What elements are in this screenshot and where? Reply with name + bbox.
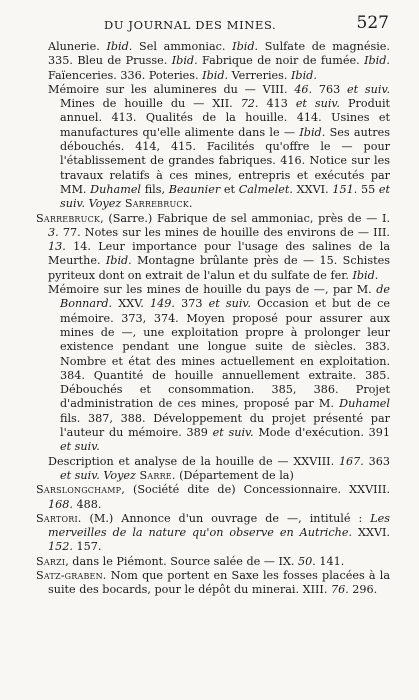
entry-italic-text: Ibid. — [291, 68, 317, 82]
entry-text: 763 — [312, 82, 348, 96]
index-entry — [36, 569, 390, 598]
page-header — [0, 13, 419, 37]
index-entry — [36, 283, 390, 455]
entry-text: Occasion et but de ce mémoire. 373, 374. Moyen proposé pour assurer aux mines de —, une exploitation propre à prolonger leur existence pendant une longue suite de siècles. 383. Nombre et état des mines actuellement en exploitation. 384. Quantité de houille annuellement extraite. 385. Débouchés et consommation. 385, 386. Projet d'administration de ces mines, proposé par M. — [60, 297, 391, 411]
entry-headword: Sarrebruck — [36, 211, 101, 225]
entry-text: fils, — [141, 182, 169, 196]
entry-text: Verreries. — [228, 68, 291, 82]
entry-text: Sulfate de magnésie. 335. Bleu de Prusse. — [48, 40, 390, 68]
entry-text: XXVI. — [352, 526, 390, 540]
entry-headword: Sarre. — [139, 468, 176, 482]
entry-headword: Sarslongchamp — [36, 483, 122, 497]
entry-text: 141. — [315, 554, 345, 568]
entry-italic-text: Ibid. — [202, 68, 229, 82]
entry-text: fils. 387, 388. Développement du projet présenté par l'auteur du mémoire. 389 — [60, 411, 390, 440]
entry-italic-text: Beaunier — [168, 182, 221, 196]
entry-italic-text: et suiv. — [60, 440, 100, 454]
entry-text: Fabrique de noir de fumée. — [197, 54, 365, 68]
entry-text: 14. Leur importance pour l'usage des salines de la Meurthe. — [48, 240, 390, 268]
entry-italic-text: Duhamel — [90, 182, 142, 196]
entry-text: Mines de houille du — XII. — [60, 97, 241, 111]
entry-italic-text: Ibid. — [364, 54, 390, 68]
index-entry — [36, 40, 390, 83]
entry-headword: Satz-graben. — [36, 568, 107, 582]
entry-text: Produit annuel. 413. Qualités de la houille. 414. Usines et manufactures qu'elle alimente dans le — — [60, 97, 391, 139]
entry-italic-text: et suiv. — [212, 426, 254, 440]
entry-italic-text: 46. — [294, 82, 313, 96]
entry-text: (M.) Annonce d'un ouvrage de —, intitulé : — [81, 511, 371, 525]
entry-text: , (Sarre.) Fabrique de sel ammoniac, près de — I. — [100, 211, 390, 225]
index-body — [36, 40, 390, 598]
index-entry — [36, 483, 390, 512]
entry-italic-text: 13. — [48, 240, 66, 254]
entry-italic-text: 72. — [240, 97, 259, 111]
entry-italic-text: et suiv. — [208, 297, 251, 311]
entry-italic-text: de Bonnard. — [60, 283, 390, 311]
entry-text: XXVI. — [292, 182, 333, 196]
entry-italic-text: Ibid. — [232, 40, 259, 53]
entry-text: , (Société dite de) Concessionnaire. XXVIII. — [121, 483, 390, 497]
entry-italic-text: 168. — [48, 497, 73, 511]
entry-italic-text: 149. — [150, 297, 175, 311]
entry-italic-text: Ibid. — [171, 54, 198, 68]
index-entry — [36, 212, 390, 283]
entry-italic-text: 151. — [332, 182, 358, 196]
entry-headword: Sarzi — [36, 554, 66, 568]
entry-headword: Sartori. — [36, 511, 82, 525]
index-entry — [36, 512, 390, 555]
index-entry — [36, 555, 390, 569]
entry-text: 373 — [174, 297, 209, 311]
entry-text: XXV. — [112, 297, 151, 311]
entry-text: , dans le Piémont. Source salée de — IX. — [65, 554, 299, 568]
entry-italic-text: Voyez — [88, 197, 122, 211]
entry-italic-text: et suiv. — [347, 82, 391, 96]
entry-text: Mode d'exécution. 391 — [253, 426, 391, 440]
entry-text: Faïenceries. 336. Poteries. — [48, 68, 203, 82]
entry-text: Mémoire sur les alumineres du — VIII. — [48, 82, 295, 96]
entry-italic-text: et suiv. — [295, 97, 340, 111]
entry-italic-text: et suiv. — [60, 468, 100, 482]
entry-headword: Sarrebruck. — [124, 197, 193, 211]
entry-text: Ses autres débouchés. 414, 415. Facilités qu'offre le — pour l'établissement de grandes fabriques. 416. Notice sur les travaux relatifs à ces mines, entrepris et exécutés par MM. — [60, 125, 390, 196]
entry-italic-text: 152. — [48, 540, 73, 554]
entry-text: 363 — [363, 454, 390, 468]
entry-text: Montagne brûlante près de — 15. Schistes pyriteux dont on extrait de l'alun et du sulfate de fer. — [48, 254, 390, 282]
entry-italic-text: 167. — [338, 454, 364, 468]
index-entry — [36, 83, 390, 212]
entry-italic-text: Ibid. — [106, 40, 133, 53]
entry-text: 296. — [348, 583, 378, 597]
page-number: 527 — [356, 13, 389, 33]
entry-text: 157. — [72, 540, 102, 554]
entry-text: Description et analyse de la houille de — XXVIII. — [48, 454, 339, 468]
entry-italic-text: Les merveilles de la nature qu'on observe en Autriche. — [48, 511, 390, 540]
entry-italic-text: Ibid. — [105, 254, 132, 268]
entry-text: Sel ammoniac. — [132, 40, 233, 53]
entry-text: Nom que portent en Saxe les fosses placées à la suite des bocards, pour le dépôt du minerai. XIII. — [48, 568, 390, 597]
entry-italic-text: Voyez — [103, 468, 136, 482]
entry-text: (Département de la) — [175, 468, 294, 482]
entry-italic-text: Ibid. — [352, 268, 379, 282]
entry-italic-text: 3. — [48, 225, 59, 239]
entry-italic-text: 50. — [298, 554, 316, 568]
entry-text: 55 — [357, 182, 379, 196]
entry-text: Mémoire sur les mines de houille du pays de —, par M. — [48, 283, 377, 297]
entry-italic-text: Ibid. — [299, 125, 326, 139]
entry-text: et — [220, 182, 239, 196]
entry-text: 413 — [258, 97, 296, 111]
index-entry — [36, 455, 390, 484]
running-head: DU JOURNAL DES MINES. — [104, 18, 277, 32]
entry-text: 488. — [72, 497, 102, 511]
entry-text: Alunerie. — [48, 40, 107, 53]
entry-text: 77. Notes sur les mines de houille des environs de — III. — [58, 225, 390, 239]
entry-italic-text: Duhamel — [339, 397, 390, 411]
entry-italic-text: 76. — [330, 583, 349, 597]
entry-italic-text: et suiv. — [60, 182, 390, 211]
entry-italic-text: Calmelet. — [238, 182, 293, 196]
